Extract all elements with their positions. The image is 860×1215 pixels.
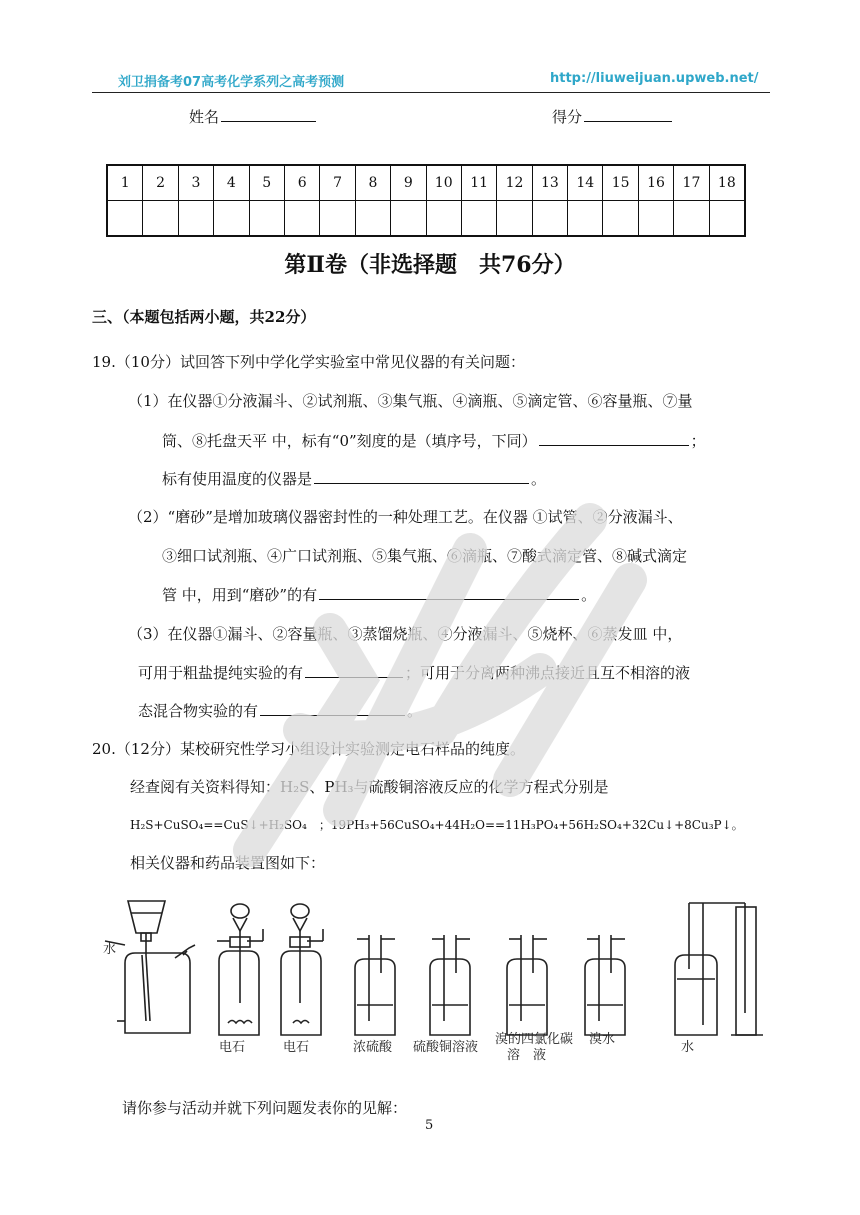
q19-p3-line2a: 可用于粗盐提纯实验的有	[138, 664, 304, 682]
q19-p1-line3	[162, 468, 546, 489]
answer-grid-numbers	[107, 165, 745, 201]
answer-cell[interactable]	[568, 201, 603, 237]
q19-blank-temperature	[314, 469, 529, 484]
wash-bottle-copper-sulfate	[430, 935, 470, 1035]
page-number: 5	[425, 1118, 434, 1133]
answer-grid-number: 13	[532, 165, 567, 201]
q19-p3-line1: （3）在仪器①漏斗、②容量瓶、③蒸馏烧瓶、④分液漏斗、⑤烧杯、⑥蒸发皿 中，	[128, 625, 683, 643]
label-carbide-2: 电石	[283, 1040, 310, 1055]
answer-cell[interactable]	[107, 201, 143, 237]
label-bromine-ccl4-2: 溶 液	[507, 1048, 547, 1063]
reaction-bottle-1	[217, 904, 263, 1035]
name-label: 姓名	[189, 108, 220, 126]
q19-p2-line2: ③细口试剂瓶、④广口试剂瓶、⑤集气瓶、⑥滴瓶、⑦酸式滴定管、⑧碱式滴定	[162, 547, 688, 565]
label-water-left: 水	[103, 942, 117, 957]
answer-cell[interactable]	[709, 201, 745, 237]
q20-stem: 20.（12分）某校研究性学习小组设计实验测定电石样品的纯度。	[92, 740, 525, 758]
answer-grid-number: 8	[355, 165, 390, 201]
answer-grid-number: 14	[568, 165, 603, 201]
answer-cell[interactable]	[638, 201, 673, 237]
q20-apparatus-intro: 相关仪器和药品装置图如下：	[130, 854, 326, 872]
label-bromine-water: 溴水	[589, 1032, 616, 1047]
header-title: 刘卫捐备考07高考化学系列之高考预测	[118, 75, 345, 90]
q19-p2-line3-text: 管 中，用到“磨砂”的有	[162, 586, 318, 604]
score-label: 得分	[552, 108, 583, 126]
apparatus-diagram	[95, 893, 785, 1063]
answer-grid-number: 11	[461, 165, 496, 201]
answer-grid-number: 2	[143, 165, 178, 201]
answer-cell[interactable]	[178, 201, 213, 237]
answer-cell[interactable]	[461, 201, 496, 237]
answer-cell[interactable]	[532, 201, 567, 237]
header-url: http://liuweijuan.upweb.net/	[550, 71, 759, 86]
answer-grid-number: 9	[391, 165, 426, 201]
answer-cell[interactable]	[143, 201, 178, 237]
q19-p1-line2-text: 筒、⑧托盘天平 中，标有“0”刻度的是（填序号，下同）	[162, 432, 537, 450]
q19-p1-line3-end: 。	[531, 470, 547, 488]
q19-p2-line1: （2）“磨砂”是增加玻璃仪器密封性的一种处理工艺。在仪器 ①试管、②分液漏斗、	[128, 508, 683, 526]
answer-grid-number: 4	[214, 165, 249, 201]
label-conc-sulfuric: 浓硫酸	[353, 1040, 393, 1055]
q19-blank-ground-glass	[319, 585, 579, 600]
funnel-water-apparatus	[105, 901, 195, 1033]
q19-p2-line3-end: 。	[581, 586, 597, 604]
q19-p3-line2b: ；可用于分离两种沸点接近且互不相溶的液	[405, 664, 691, 682]
gas-collection-apparatus	[675, 903, 763, 1035]
wash-bottle-conc-sulfuric	[355, 935, 395, 1035]
q19-p3-line3-end: 。	[407, 702, 423, 720]
name-field	[189, 106, 318, 127]
q19-blank-separation	[260, 701, 405, 716]
q19-p1-line3-text: 标有使用温度的仪器是	[162, 470, 313, 488]
score-field	[552, 106, 674, 127]
q19-p1-line2-end: ；	[690, 432, 706, 450]
answer-grid-number: 15	[603, 165, 638, 201]
answer-grid-number: 6	[284, 165, 319, 201]
q19-p3-line3	[138, 700, 422, 721]
label-carbide-1: 电石	[219, 1040, 246, 1055]
answer-cell[interactable]	[320, 201, 355, 237]
answer-cell[interactable]	[497, 201, 532, 237]
name-blank	[221, 107, 316, 122]
answer-grid-number: 12	[497, 165, 532, 201]
q19-p2-line3	[162, 584, 596, 605]
answer-grid-number: 16	[638, 165, 673, 201]
wash-bottle-bromine-water	[585, 935, 625, 1035]
answer-grid-blanks	[107, 201, 745, 237]
answer-cell[interactable]	[391, 201, 426, 237]
label-water-right: 水	[681, 1040, 695, 1055]
answer-cell[interactable]	[284, 201, 319, 237]
q19-p1-line1: （1）在仪器①分液漏斗、②试剂瓶、③集气瓶、④滴瓶、⑤滴定管、⑥容量瓶、⑦量	[128, 392, 693, 410]
answer-cell[interactable]	[674, 201, 709, 237]
header-divider	[92, 92, 770, 93]
answer-grid-number: 17	[674, 165, 709, 201]
answer-cell[interactable]	[249, 201, 284, 237]
q19-p1-line2	[162, 430, 706, 451]
q19-blank-zero-mark	[539, 431, 689, 446]
wash-bottle-bromine-ccl4	[507, 935, 547, 1035]
q20-equations: H₂S+CuSO₄==CuS↓+H₂SO₄ ；19PH₃+56CuSO₄+44H₂O==11H₃PO₄+56H₂SO₄+32Cu↓+8Cu₃P↓。	[130, 818, 744, 832]
answer-cell[interactable]	[355, 201, 390, 237]
answer-cell[interactable]	[603, 201, 638, 237]
q20-intro: 经查阅有关资料得知：H₂S、PH₃与硫酸铜溶液反应的化学方程式分别是	[130, 778, 609, 796]
answer-grid-number: 5	[249, 165, 284, 201]
answer-grid-number: 18	[709, 165, 745, 201]
q19-p3-line2	[138, 662, 690, 683]
section-title: 第Ⅱ卷（非选择题 共76分）	[284, 252, 576, 278]
label-bromine-ccl4-1: 溴的四氯化碳	[495, 1032, 574, 1047]
part3-heading: 三、（本题包括两小题，共22分）	[92, 308, 316, 326]
answer-grid	[106, 164, 746, 237]
answer-grid-number: 10	[426, 165, 461, 201]
answer-grid-number: 1	[107, 165, 143, 201]
label-copper-sulfate: 硫酸铜溶液	[413, 1040, 479, 1055]
q20-closing: 请你参与活动并就下列问题发表你的见解：	[122, 1099, 408, 1117]
q19-stem: 19.（10分）试回答下列中学化学实验室中常见仪器的有关问题：	[92, 353, 525, 371]
answer-cell[interactable]	[426, 201, 461, 237]
answer-grid-number: 3	[178, 165, 213, 201]
reaction-bottle-2	[281, 904, 323, 1035]
answer-cell[interactable]	[214, 201, 249, 237]
answer-grid-number: 7	[320, 165, 355, 201]
q19-p3-line3-text: 态混合物实验的有	[138, 702, 259, 720]
score-blank	[584, 107, 672, 122]
q19-blank-salt	[305, 663, 403, 678]
